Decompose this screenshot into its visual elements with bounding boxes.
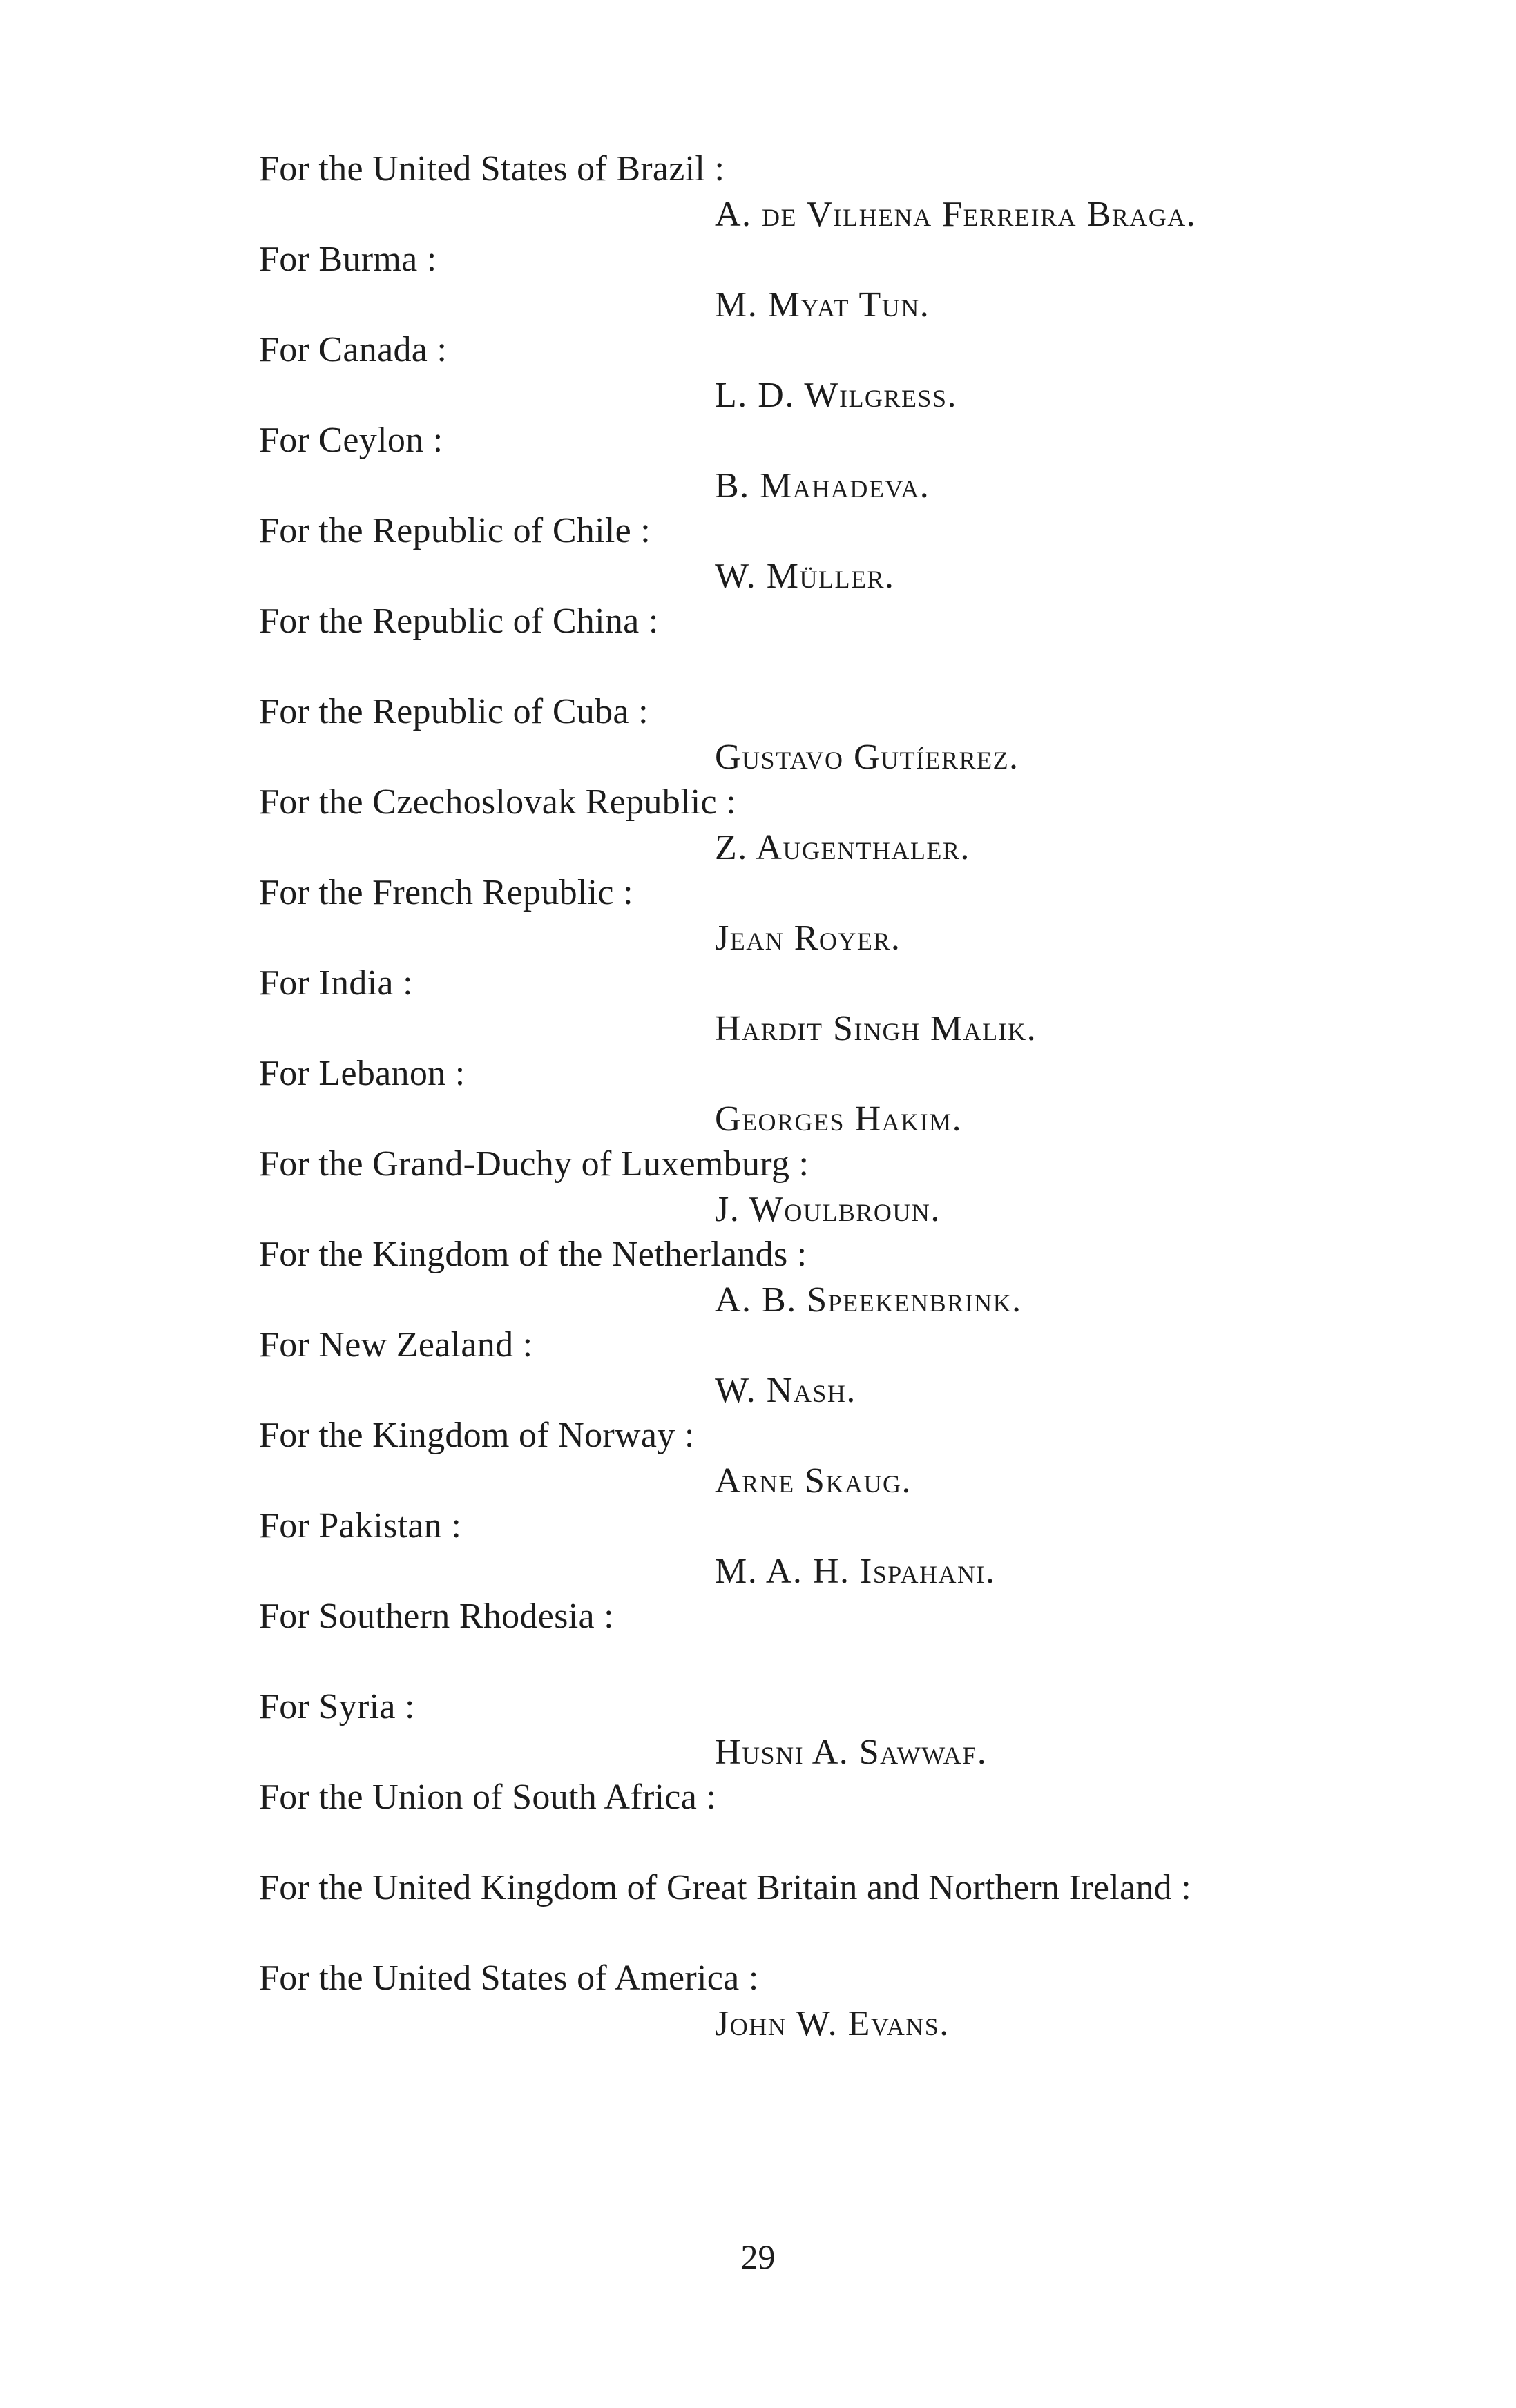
signature-entry (259, 1503, 1433, 1594)
signatory-name: Jean Royer. (715, 918, 901, 958)
signature-entry (259, 1775, 1433, 1865)
signatory-name: Z. Augenthaler. (715, 828, 970, 867)
country-line: For the United Kingdom of Great Britain and Northern Ireland : (259, 1868, 1192, 1907)
country-line: For the French Republic : (259, 873, 633, 912)
country-line: For Burma : (259, 240, 437, 279)
country-line: For India : (259, 963, 413, 1003)
signatory-name: Gustavo Gutíerrez. (715, 738, 1019, 777)
country-line: For the United States of America : (259, 1958, 759, 1998)
signatory-name: W. Müller. (715, 557, 895, 596)
signatory-name: M. A. H. Ispahani. (715, 1552, 996, 1591)
signatory-name: Georges Hakim. (715, 1099, 963, 1139)
country-line: For Pakistan : (259, 1506, 462, 1545)
country-line: For the Republic of Chile : (259, 511, 651, 550)
country-line: For the Union of South Africa : (259, 1778, 717, 1817)
signatory-name: Husni A. Sawwaf. (715, 1733, 988, 1772)
signatory-name: J. Woulbroun. (715, 1190, 941, 1229)
signatory-list (259, 146, 1433, 2046)
signature-entry (259, 1956, 1433, 2046)
signature-entry (259, 961, 1433, 1051)
signatory-name: B. Mahadeva. (715, 466, 930, 505)
signature-entry (259, 418, 1433, 508)
signatory-name: Hardit Singh Malik. (715, 1009, 1037, 1048)
signature-entry (259, 1413, 1433, 1503)
country-line: For Southern Rhodesia : (259, 1597, 614, 1636)
country-line: For New Zealand : (259, 1325, 533, 1365)
signatory-name: A. B. Speekenbrink. (715, 1280, 1022, 1320)
country-line: For the Kingdom of the Netherlands : (259, 1235, 807, 1274)
country-line: For Ceylon : (259, 421, 443, 460)
signature-entry (259, 1232, 1433, 1322)
country-line: For the Republic of China : (259, 601, 659, 641)
signature-entry (259, 599, 1433, 689)
country-line: For the Czechoslovak Republic : (259, 782, 736, 822)
country-line: For the United States of Brazil : (259, 149, 725, 189)
signature-entry (259, 1594, 1433, 1684)
signatory-name: John W. Evans. (715, 2004, 950, 2043)
signatory-name: L. D. Wilgress. (715, 376, 957, 415)
signature-entry (259, 780, 1433, 870)
signature-entry (259, 237, 1433, 327)
page-number: 29 (740, 2237, 776, 2276)
country-line: For Lebanon : (259, 1054, 466, 1093)
signature-entry (259, 1142, 1433, 1232)
signature-entry (259, 689, 1433, 780)
signatory-name: A. de Vilhena Ferreira Braga. (715, 195, 1197, 234)
signature-entry (259, 1865, 1433, 1956)
signature-entry (259, 1051, 1433, 1142)
signature-entry (259, 146, 1433, 237)
signature-entry (259, 870, 1433, 961)
country-line: For Syria : (259, 1687, 415, 1726)
signatory-name: M. Myat Tun. (715, 285, 930, 325)
country-line: For Canada : (259, 330, 448, 369)
signatory-name: W. Nash. (715, 1371, 856, 1410)
signature-entry (259, 1684, 1433, 1775)
country-line: For the Republic of Cuba : (259, 692, 649, 731)
signature-entry (259, 327, 1433, 418)
country-line: For the Grand-Duchy of Luxemburg : (259, 1144, 809, 1184)
signature-entry (259, 508, 1433, 599)
signatory-name: Arne Skaug. (715, 1461, 912, 1501)
country-line: For the Kingdom of Norway : (259, 1416, 695, 1455)
signature-entry (259, 1322, 1433, 1413)
